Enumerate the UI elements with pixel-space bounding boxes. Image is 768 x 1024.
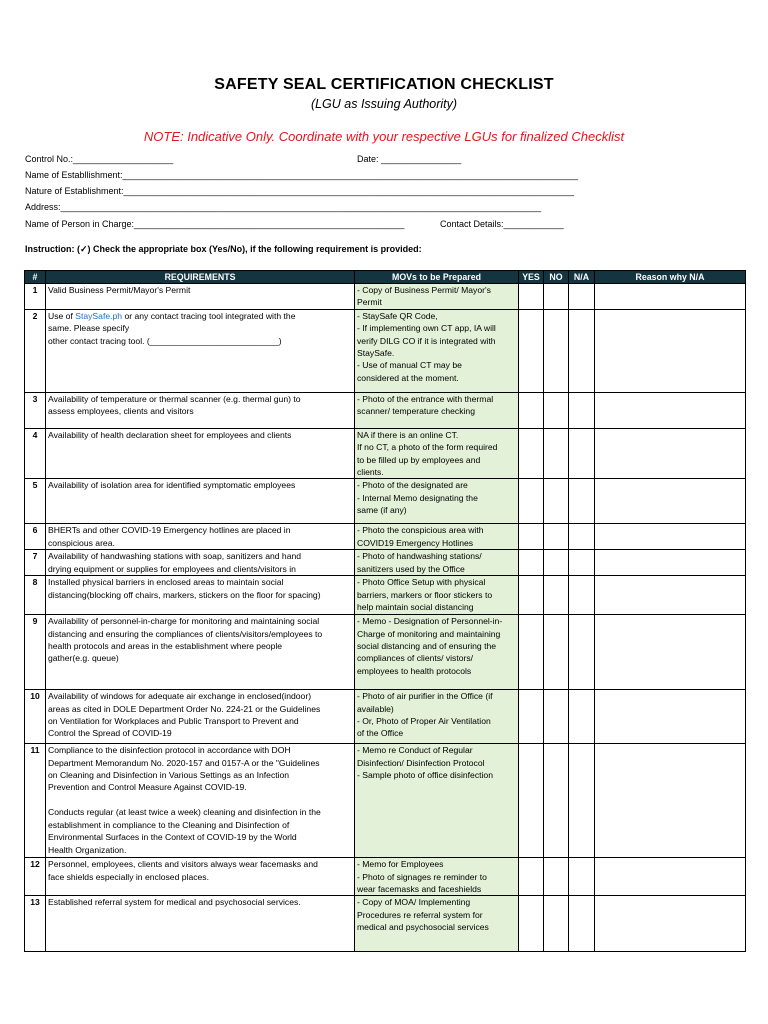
no-checkbox[interactable] xyxy=(544,615,569,690)
address-field[interactable]: Address:________________________________________________________________________________________________ xyxy=(25,202,542,212)
mov-line: compliances of clients/ vistors/ xyxy=(357,653,474,664)
no-checkbox[interactable] xyxy=(544,550,569,576)
reason-input[interactable] xyxy=(595,896,746,952)
requirement-line: Availability of temperature or thermal scanner (e.g. thermal gun) to xyxy=(48,393,301,404)
table-header-row xyxy=(25,271,746,284)
mov-line: same (if any) xyxy=(357,505,407,516)
requirement-line: Conducts regular (at least twice a week) cleaning and disinfection in the xyxy=(48,807,321,818)
yes-checkbox[interactable] xyxy=(519,392,544,428)
requirement-line: Valid Business Permit/Mayor's Permit xyxy=(48,285,191,295)
yes-checkbox[interactable] xyxy=(519,858,544,896)
table-row xyxy=(25,615,746,690)
yes-checkbox[interactable] xyxy=(519,550,544,576)
requirement-line: assess employees, clients and visitors xyxy=(48,406,194,417)
requirement-line xyxy=(48,794,352,806)
table-row xyxy=(25,309,746,392)
mov-line: employees to health protocols xyxy=(357,665,472,676)
row-number: 5 xyxy=(25,479,46,524)
requirement-line: health protocols and areas in the establishment where people xyxy=(48,641,283,652)
row-number: 6 xyxy=(25,524,46,550)
requirement-cell xyxy=(46,524,355,550)
yes-checkbox[interactable] xyxy=(519,309,544,392)
mov-cell xyxy=(355,690,519,744)
yes-checkbox[interactable] xyxy=(519,284,544,310)
header-num: # xyxy=(25,271,46,284)
mov-line: - Internal Memo designating the xyxy=(357,492,478,503)
mov-line: to be filled up by employees and xyxy=(357,454,481,465)
requirement-line: Availability of health declaration sheet for employees and clients xyxy=(48,429,292,440)
mov-line: of the Office xyxy=(357,728,404,739)
requirement-cell xyxy=(46,690,355,744)
person-in-charge-field[interactable]: Name of Person in Charge:______________________________________________________ xyxy=(25,219,405,229)
mov-line: - Memo - Designation of Personnel-in- xyxy=(357,616,503,627)
requirement-line: areas as cited in DOLE Department Order No. 224-21 or the Guidelines xyxy=(48,703,321,714)
mov-cell xyxy=(355,744,519,858)
header-movs: MOVs to be Prepared xyxy=(355,271,519,284)
no-checkbox[interactable] xyxy=(544,690,569,744)
mov-line: sanitizers used by the Office xyxy=(357,563,465,574)
mov-line: help maintain social distancing xyxy=(357,602,474,613)
mov-cell xyxy=(355,858,519,896)
reason-input[interactable] xyxy=(595,576,746,615)
instruction-text: Instruction: (✓) Check the appropriate box (Yes/No), if the following requirement is provided: xyxy=(25,244,422,254)
na-checkbox[interactable] xyxy=(569,576,595,615)
document-subtitle: (LGU as Issuing Authority) xyxy=(310,97,458,111)
row-number: 3 xyxy=(25,392,46,428)
contact-details-field[interactable]: Contact Details:____________ xyxy=(440,219,564,229)
mov-line: Disinfection/ Disinfection Protocol xyxy=(357,757,485,768)
row-number: 1 xyxy=(25,284,46,310)
requirement-line: on Ventilation for Workplaces and Public Transport to Prevent and xyxy=(48,716,299,727)
na-checkbox[interactable] xyxy=(569,690,595,744)
table-row xyxy=(25,479,746,524)
row-number: 13 xyxy=(25,896,46,952)
mov-line: - If implementing own CT app, IA will xyxy=(357,323,496,334)
row-number: 2 xyxy=(25,309,46,392)
na-checkbox[interactable] xyxy=(569,284,595,310)
mov-line: wear facemasks and faceshields xyxy=(357,884,482,895)
no-checkbox[interactable] xyxy=(544,479,569,524)
mov-cell xyxy=(355,550,519,576)
row-number: 8 xyxy=(25,576,46,615)
requirement-line: Department Memorandum No. 2020-157 and 0157-A or the "Guidelines xyxy=(48,757,320,768)
mov-cell xyxy=(355,524,519,550)
requirement-line: distancing(blocking off chairs, markers, stickers on the floor for spacing) xyxy=(48,589,321,600)
yes-checkbox[interactable] xyxy=(519,576,544,615)
no-checkbox[interactable] xyxy=(544,524,569,550)
mov-line: - Or, Photo of Proper Air Ventilation xyxy=(357,716,491,727)
requirement-line: BHERTs and other COVID-19 Emergency hotlines are placed in xyxy=(48,525,291,536)
requirement-line: Availability of personnel-in-charge for monitoring and maintaining social xyxy=(48,616,320,627)
mov-line: If no CT, a photo of the form required xyxy=(357,442,498,453)
table-row xyxy=(25,550,746,576)
no-checkbox[interactable] xyxy=(544,392,569,428)
yes-checkbox[interactable] xyxy=(519,479,544,524)
mov-line: - Copy of Business Permit/ Mayor's xyxy=(357,285,491,295)
mov-line: clients. xyxy=(357,467,384,478)
no-checkbox[interactable] xyxy=(544,896,569,952)
no-checkbox[interactable] xyxy=(544,428,569,479)
reason-input[interactable] xyxy=(595,690,746,744)
mov-line: - Copy of MOA/ Implementing xyxy=(357,897,471,908)
requirement-cell xyxy=(46,615,355,690)
row-number: 4 xyxy=(25,428,46,479)
mov-line: Permit xyxy=(357,297,382,308)
mov-line: - Photo the conspicious area with xyxy=(357,525,484,536)
mov-line: - Photo Office Setup with physical xyxy=(357,577,486,588)
mov-line: - Photo of the entrance with thermal xyxy=(357,393,494,404)
na-checkbox[interactable] xyxy=(569,392,595,428)
requirement-cell xyxy=(46,576,355,615)
note-text: NOTE: Indicative Only. Coordinate with your respective LGUs for finalized Checklist xyxy=(143,129,625,144)
reason-input[interactable] xyxy=(595,615,746,690)
mov-line: considered at the moment. xyxy=(357,372,459,383)
mov-line: - Sample photo of office disinfection xyxy=(357,770,493,781)
establishment-name-field[interactable]: Name of Establlishment:___________________________________________________________________________________________ xyxy=(25,170,579,180)
mov-cell xyxy=(355,576,519,615)
row-number: 9 xyxy=(25,615,46,690)
reason-input[interactable] xyxy=(595,284,746,310)
requirement-line: drying equipment or supplies for employees and clients/visitors in xyxy=(48,563,296,574)
yes-checkbox[interactable] xyxy=(519,428,544,479)
mov-cell xyxy=(355,309,519,392)
mov-line: NA if there is an online CT. xyxy=(357,429,459,440)
mov-cell xyxy=(355,392,519,428)
yes-checkbox[interactable] xyxy=(519,524,544,550)
mov-line: barriers, markers or floor stickers to xyxy=(357,589,493,600)
requirement-line xyxy=(48,310,352,322)
requirement-cell xyxy=(46,858,355,896)
yes-checkbox[interactable] xyxy=(519,615,544,690)
requirement-cell xyxy=(46,392,355,428)
no-checkbox[interactable] xyxy=(544,858,569,896)
header-na: N/A xyxy=(569,271,595,284)
requirement-line: Compliance to the disinfection protocol in accordance with DOH xyxy=(48,745,291,756)
requirement-line: establishment in compliance to the Cleaning and Disinfection of xyxy=(48,819,290,830)
yes-checkbox[interactable] xyxy=(519,896,544,952)
requirement-cell xyxy=(46,309,355,392)
requirement-line: Availability of isolation area for identified symptomatic employees xyxy=(48,480,296,491)
requirement-line: face shields especially in enclosed places. xyxy=(48,871,209,882)
reason-input[interactable] xyxy=(595,744,746,858)
mov-cell xyxy=(355,615,519,690)
mov-line: available) xyxy=(357,703,394,714)
staysafe-link[interactable]: StaySafe.ph xyxy=(75,310,123,321)
mov-line: Charge of monitoring and maintaining xyxy=(357,628,501,639)
na-checkbox[interactable] xyxy=(569,479,595,524)
na-checkbox[interactable] xyxy=(569,858,595,896)
mov-line: verify DILG CO if it is integrated with xyxy=(357,335,496,346)
checklist-table xyxy=(24,270,746,952)
na-checkbox[interactable] xyxy=(569,428,595,479)
reason-input[interactable] xyxy=(595,392,746,428)
reason-input[interactable] xyxy=(595,428,746,479)
no-checkbox[interactable] xyxy=(544,284,569,310)
requirement-cell xyxy=(46,550,355,576)
requirement-cell xyxy=(46,744,355,858)
requirement-cell xyxy=(46,428,355,479)
reason-input[interactable] xyxy=(595,858,746,896)
na-checkbox[interactable] xyxy=(569,550,595,576)
mov-line: - Photo of handwashing stations/ xyxy=(357,551,482,562)
header-yes: YES xyxy=(519,271,544,284)
mov-line: - Photo of the designated are xyxy=(357,480,468,491)
requirement-line: other contact tracing tool. (___________________________) xyxy=(48,335,282,346)
mov-line: scanner/ temperature checking xyxy=(357,406,475,417)
establishment-nature-field[interactable]: Nature of Establishment:__________________________________________________________________________________________ xyxy=(25,186,575,196)
requirement-line: Personnel, employees, clients and visitors always wear facemasks and xyxy=(48,859,318,870)
header-requirements: REQUIREMENTS xyxy=(46,271,355,284)
table-row xyxy=(25,744,746,858)
row-number: 10 xyxy=(25,690,46,744)
mov-line: - Memo re Conduct of Regular xyxy=(357,745,473,756)
table-row xyxy=(25,284,746,310)
yes-checkbox[interactable] xyxy=(519,744,544,858)
date-field[interactable]: Date: ________________ xyxy=(357,154,462,164)
mov-line: medical and psychosocial services xyxy=(357,922,489,933)
mov-line: - Photo of signages re reminder to xyxy=(357,871,487,882)
requirement-line: same. Please specify xyxy=(48,323,130,334)
reason-input[interactable] xyxy=(595,479,746,524)
na-checkbox[interactable] xyxy=(569,744,595,858)
requirement-line: conspicious area. xyxy=(48,537,115,548)
na-checkbox[interactable] xyxy=(569,615,595,690)
requirement-text: Use of xyxy=(48,310,76,321)
table-row xyxy=(25,392,746,428)
requirement-line: Availability of windows for adequate air exchange in enclosed(indoor) xyxy=(48,691,312,702)
table-row xyxy=(25,896,746,952)
requirement-line: Installed physical barriers in enclosed areas to maintain social xyxy=(48,577,284,588)
requirement-cell xyxy=(46,896,355,952)
reason-input[interactable] xyxy=(595,309,746,392)
requirement-line: gather(e.g. queue) xyxy=(48,653,119,664)
mov-cell xyxy=(355,428,519,479)
mov-cell xyxy=(355,284,519,310)
reason-input[interactable] xyxy=(595,550,746,576)
na-checkbox[interactable] xyxy=(569,524,595,550)
requirement-line: Control the Spread of COVID-19 xyxy=(48,728,172,739)
mov-line: StaySafe. xyxy=(357,348,395,359)
na-checkbox[interactable] xyxy=(569,896,595,952)
requirement-line: Established referral system for medical and psychosocial services. xyxy=(48,897,301,908)
mov-line: - Memo for Employees xyxy=(357,859,444,870)
reason-input[interactable] xyxy=(595,524,746,550)
document-title: SAFETY SEAL CERTIFICATION CHECKLIST xyxy=(214,76,554,93)
table-row xyxy=(25,576,746,615)
mov-cell xyxy=(355,479,519,524)
mov-line: Procedures re referral system for xyxy=(357,909,483,920)
mov-line: - Use of manual CT may be xyxy=(357,360,462,371)
row-number: 11 xyxy=(25,744,46,858)
requirement-line: distancing and ensuring the compliances of clients/visitors/employees to xyxy=(48,628,323,639)
requirement-line: Availability of handwashing stations with soap, sanitizers and hand xyxy=(48,551,302,562)
no-checkbox[interactable] xyxy=(544,744,569,858)
requirement-line: Health Organization. xyxy=(48,844,127,855)
no-checkbox[interactable] xyxy=(544,576,569,615)
header-no: NO xyxy=(544,271,569,284)
row-number: 7 xyxy=(25,550,46,576)
yes-checkbox[interactable] xyxy=(519,690,544,744)
requirement-cell xyxy=(46,479,355,524)
mov-line: - StaySafe QR Code, xyxy=(357,310,438,321)
row-number: 12 xyxy=(25,858,46,896)
requirement-line: Prevention and Control Measure Against COVID-19. xyxy=(48,782,247,793)
mov-line: COVID19 Emergency Hotlines xyxy=(357,537,474,548)
requirement-line: Environmental Surfaces in the Context of COVID-19 by the World xyxy=(48,832,297,843)
requirement-text: or any contact tracing tool integrated with the xyxy=(122,310,296,321)
requirement-line: on Cleaning and Disinfection in Various Settings as an Infection xyxy=(48,770,290,781)
header-reason: Reason why N/A xyxy=(595,271,746,284)
mov-line: - Photo of air purifier in the Office (if xyxy=(357,691,493,702)
control-no-field[interactable]: Control No.:____________________ xyxy=(25,154,174,164)
table-row xyxy=(25,428,746,479)
na-checkbox[interactable] xyxy=(569,309,595,392)
mov-cell xyxy=(355,896,519,952)
mov-line: social distancing and of ensuring the xyxy=(357,641,497,652)
table-row xyxy=(25,690,746,744)
requirement-cell xyxy=(46,284,355,310)
no-checkbox[interactable] xyxy=(544,309,569,392)
table-row xyxy=(25,524,746,550)
table-row xyxy=(25,858,746,896)
